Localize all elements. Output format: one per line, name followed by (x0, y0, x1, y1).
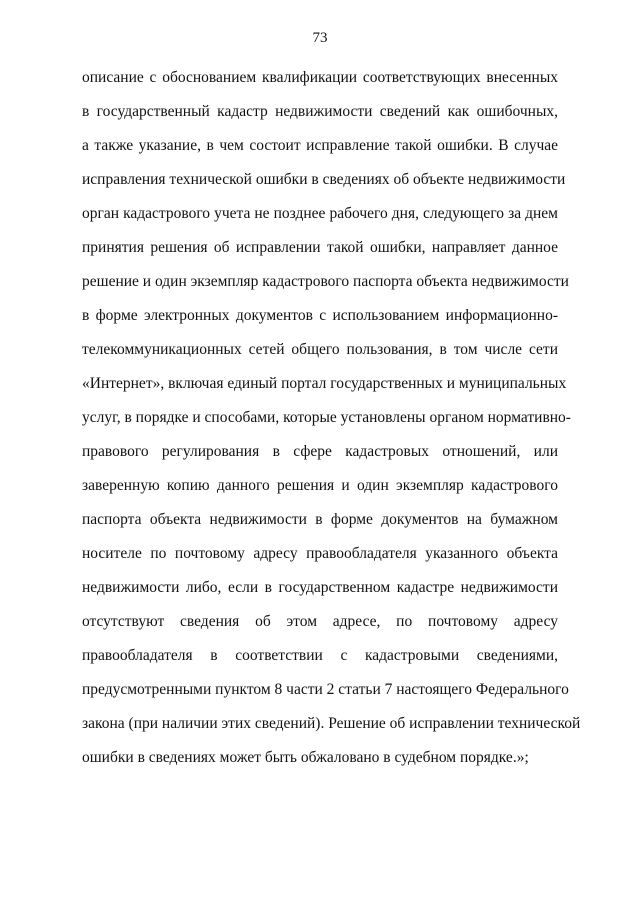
text-line: недвижимости либо, если в государственном кадастре недвижимости (82, 579, 558, 596)
text-line: телекоммуникационных сетей общего пользования, в том числе сети (82, 341, 558, 358)
text-line: правового регулирования в сфере кадастровых отношений, или (82, 443, 558, 460)
text-line: носителе по почтовому адресу правообладателя указанного объекта (82, 545, 558, 562)
text-line: «Интернет», включая единый портал государственных и муниципальных (82, 375, 567, 392)
text-line: орган кадастрового учета не позднее рабочего дня, следующего за днем (82, 205, 558, 222)
text-line-last: ошибки в сведениях может быть обжаловано в судебном порядке.»; (82, 749, 529, 766)
text-line: закона (при наличии этих сведений). Решение об исправлении технической (82, 715, 581, 732)
document-body (82, 69, 581, 783)
text-line: исправления технической ошибки в сведениях об объекте недвижимости (82, 171, 566, 188)
page-number: 73 (312, 30, 328, 46)
text-line: принятия решения об исправлении такой ошибки, направляет данное (82, 239, 558, 256)
text-line: заверенную копию данного решения и один экземпляр кадастрового (82, 477, 558, 494)
text-line: а также указание, в чем состоит исправление такой ошибки. В случае (82, 137, 558, 154)
text-line: правообладателя в соответствии с кадастровыми сведениями, (82, 647, 558, 664)
text-line: предусмотренными пунктом 8 части 2 статьи 7 настоящего Федерального (82, 681, 569, 698)
text-line: паспорта объекта недвижимости в форме документов на бумажном (82, 511, 558, 528)
text-line: услуг, в порядке и способами, которые установлены органом нормативно- (82, 409, 571, 426)
text-line: отсутствуют сведения об этом адресе, по почтовому адресу (82, 613, 558, 630)
text-line: решение и один экземпляр кадастрового паспорта объекта недвижимости (82, 273, 569, 290)
text-line: в государственный кадастр недвижимости сведений как ошибочных, (82, 103, 558, 120)
text-line: описание с обоснованием квалификации соответствующих внесенных (82, 69, 558, 86)
text-line: в форме электронных документов с использованием информационно- (82, 307, 558, 324)
